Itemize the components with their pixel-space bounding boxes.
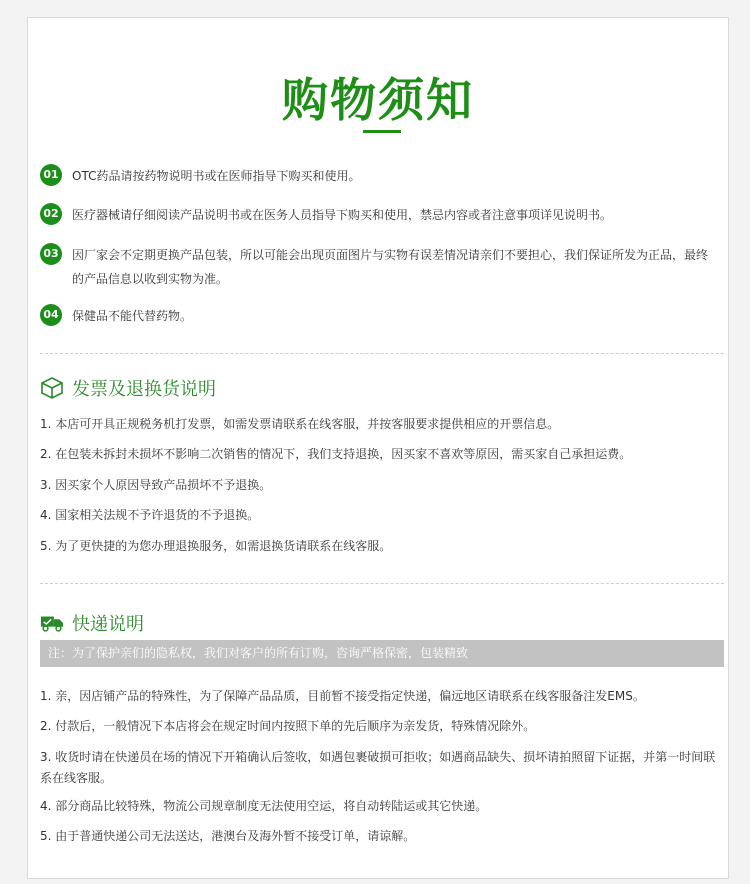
section-title: 发票及退换货说明 xyxy=(72,379,216,400)
list-item: 5. 为了更快捷的为您办理退换服务，如需退换货请联系在线客服。 xyxy=(40,539,392,553)
section-divider xyxy=(40,353,724,354)
express-section-header xyxy=(40,611,144,635)
number-badge: 02 xyxy=(40,203,62,225)
number-badge: 04 xyxy=(40,304,62,326)
page-title: 购物须知 xyxy=(282,73,474,127)
notice-text: 因厂家会不定期更换产品包装，所以可能会出现页面图片与实物有误差情况请亲们不要担心，我们保证所发为正品，最终的产品信息以收到实物为准。 xyxy=(72,248,709,286)
number-badge: 01 xyxy=(40,164,62,186)
list-item: 2. 在包装未拆封未损坏不影响二次销售的情况下，我们支持退换，因买家不喜欢等原因，需买家自己承担运费。 xyxy=(40,447,632,461)
list-item: 2. 付款后，一般情况下本店将会在规定时间内按照下单的先后顺序为亲发货，特殊情况除外。 xyxy=(40,719,536,733)
section-divider xyxy=(40,583,724,584)
privacy-note-bar: 注：为了保护亲们的隐私权，我们对客户的所有订购，咨询严格保密，包装精致 xyxy=(40,640,724,667)
list-item: 5. 由于普通快递公司无法送达，港澳台及海外暂不接受订单，请谅解。 xyxy=(40,829,416,843)
notice-text: OTC药品请按药物说明书或在医师指导下购买和使用。 xyxy=(72,169,361,183)
invoice-section-header xyxy=(40,376,216,400)
notice-text: 保健品不能代替药物。 xyxy=(72,309,193,323)
notice-text: 医疗器械请仔细阅读产品说明书或在医务人员指导下购买和使用，禁忌内容或者注意事项详见说明书。 xyxy=(72,208,613,222)
list-item: 3. 收货时请在快递员在场的情况下开箱确认后签收，如遇包裹破损可拒收；如遇商品缺失、损坏请拍照留下证据，并第一时间联系在线客服。 xyxy=(40,750,716,785)
box-icon xyxy=(40,377,64,399)
list-item: 4. 部分商品比较特殊，物流公司规章制度无法使用空运，将自动转陆运或其它快递。 xyxy=(40,799,488,813)
list-item: 1. 亲，因店铺产品的特殊性，为了保障产品品质，目前暂不接受指定快递，偏远地区请联系在线客服备注发EMS。 xyxy=(40,689,645,703)
title-underline xyxy=(363,130,401,133)
shopping-notice-panel xyxy=(27,17,729,879)
truck-icon xyxy=(40,612,64,634)
list-item: 3. 因买家个人原因导致产品损坏不予退换。 xyxy=(40,478,272,492)
number-badge: 03 xyxy=(40,243,62,265)
list-item: 4. 国家相关法规不予许退货的不予退换。 xyxy=(40,508,260,522)
section-title: 快递说明 xyxy=(72,614,144,635)
list-item: 1. 本店可开具正规税务机打发票，如需发票请联系在线客服，并按客服要求提供相应的开票信息。 xyxy=(40,417,560,431)
